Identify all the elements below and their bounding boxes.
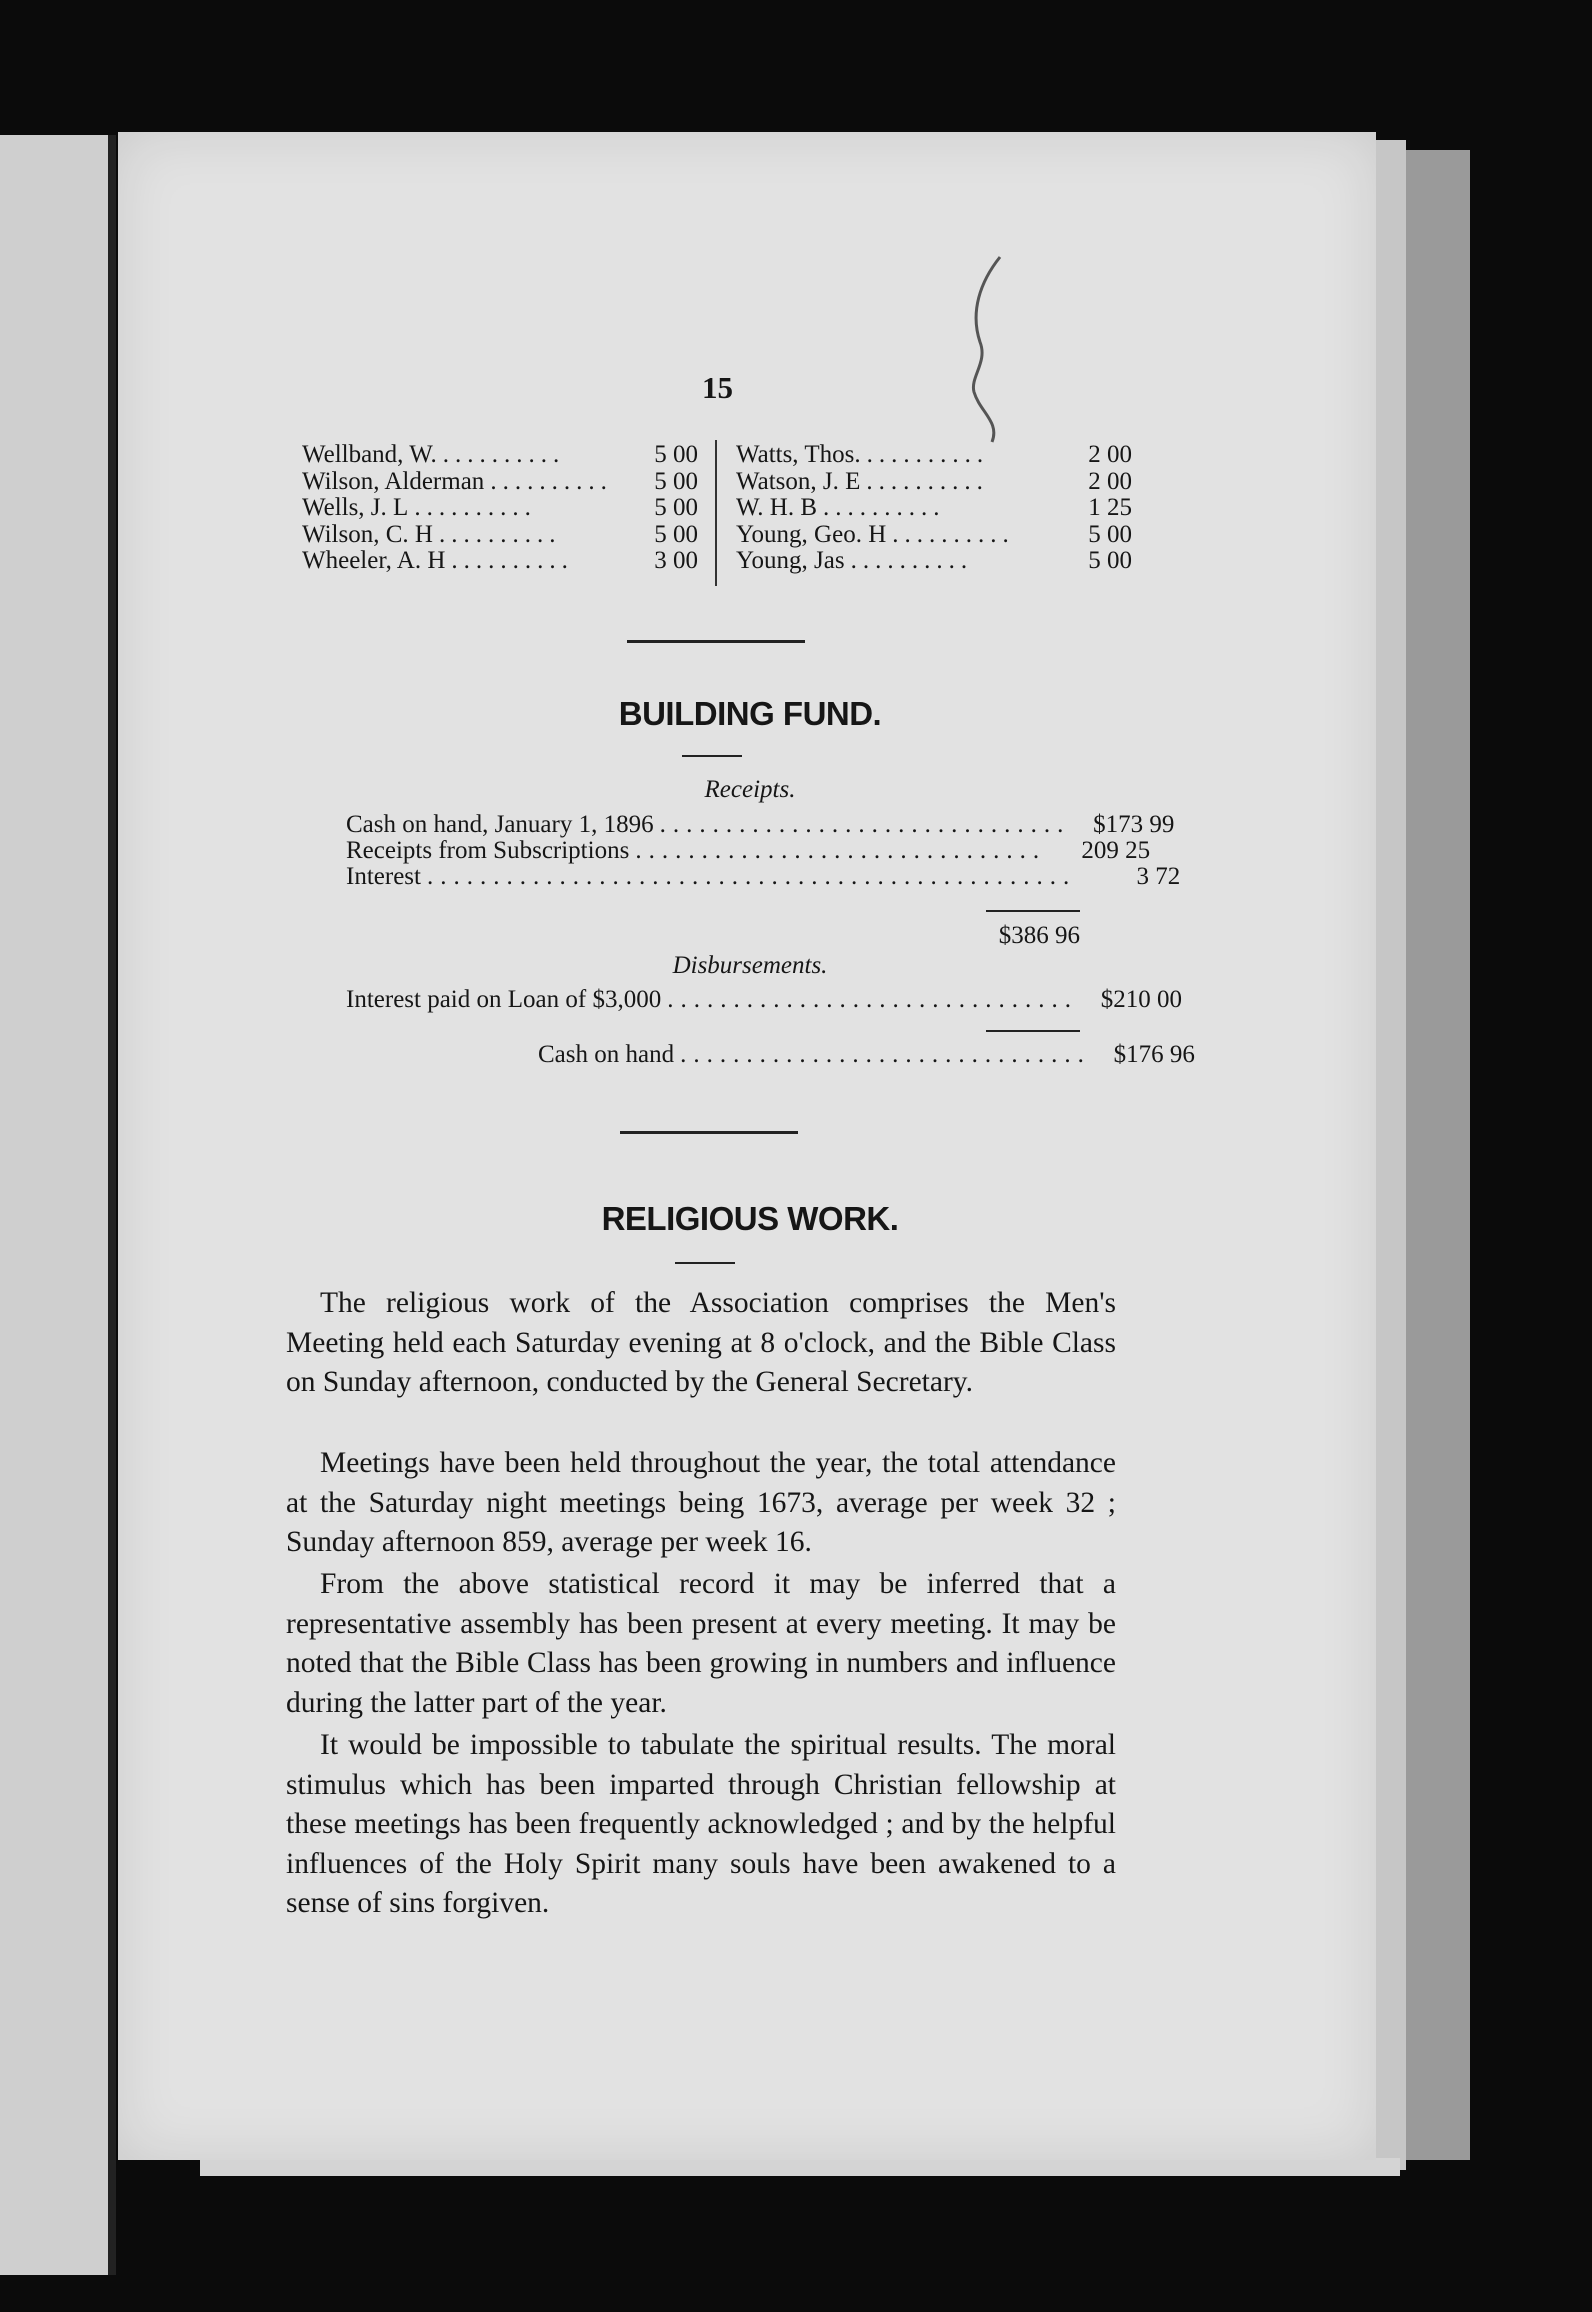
donor-list-left [302, 442, 698, 575]
donor-row: Wilson, C. H .......... 5 00 [302, 520, 698, 548]
donor-name: Young, Geo. H [736, 520, 887, 548]
ledger-amount: $176 96 [1113, 1041, 1195, 1068]
paragraph: It would be impossible to tabulate the spiritual results. The moral stimulus which has been imparted through Christian fellowship at these meetings has been frequently acknowledged ; and by the helpful influences of the Holy Spirit many souls have been awakened to a sense of sins forgiven. [286, 1729, 1116, 1919]
donor-name: Wellband, W. [302, 441, 437, 468]
disbursements-subheading: Disbursements. [672, 952, 828, 979]
donor-amount: 5 00 [654, 520, 698, 548]
total-rule [986, 1030, 1080, 1032]
donor-amount: 2 00 [1088, 441, 1132, 468]
donor-row: Young, Geo. H .......... 5 00 [736, 520, 1132, 548]
adjacent-page-edge [0, 135, 116, 2275]
donor-name: Wilson, C. H [302, 520, 433, 548]
receipts-total: $386 96 [998, 922, 1080, 949]
ledger-row: Receipts from Subscriptions ............................... 209 25 [346, 837, 1151, 864]
donor-name: Wells, J. L [302, 494, 409, 521]
ledger-amount: 3 72 [1136, 863, 1181, 890]
donor-row: Wheeler, A. H .......... 3 00 [302, 547, 698, 574]
donor-row: Watts, Thos. .......... 2 00 [736, 441, 1132, 468]
donor-amount: 5 00 [1088, 520, 1132, 548]
ledger-label: Interest [346, 863, 421, 890]
paragraph: Meetings have been held throughout the year, the total attendance at the Saturday night meetings being 1673, average per week 32 ; Sunday afternoon 859, average per week 16. [286, 1447, 1116, 1558]
cash-on-hand-row [538, 1041, 1195, 1068]
section-rule [620, 1131, 798, 1134]
donor-amount: 3 00 [654, 547, 698, 574]
heading-underline [675, 1262, 735, 1264]
receipts-ledger [346, 811, 1181, 890]
donor-name: Wheeler, A. H [302, 547, 446, 574]
donor-amount: 5 00 [1088, 547, 1132, 574]
donor-list-right [736, 442, 1132, 575]
ledger-amount: 209 25 [1081, 837, 1151, 864]
binding-shadow [108, 135, 116, 2275]
ledger-row: Cash on hand, January 1, 1896 ............................... $173 99 [346, 811, 1175, 838]
donor-row: Wellband, W. .......... 5 00 [302, 441, 698, 468]
paragraph: The religious work of the Association comprises the Men's Meeting held each Saturday evening at 8 o'clock, and the Bible Class on Sunday afternoon, conducted by the General Secretary. [286, 1287, 1116, 1398]
section-rule [627, 640, 805, 643]
ledger-amount: $173 99 [1093, 811, 1175, 838]
page-stack-edge [1376, 140, 1406, 2170]
ledger-amount: $210 00 [1100, 986, 1182, 1013]
ledger-label: Cash on hand, January 1, 1896 [346, 811, 654, 838]
donor-row: Watson, J. E .......... 2 00 [736, 467, 1132, 495]
ledger-label: Interest paid on Loan of $3,000 [346, 986, 662, 1013]
ledger-label: Receipts from Subscriptions [346, 837, 630, 864]
page-bottom-edge [200, 2158, 1400, 2176]
page-number: 15 [702, 370, 733, 405]
ledger-row: Interest ................................................. 3 72 [346, 863, 1181, 890]
donor-row: Wilson, Alderman .......... 5 00 [302, 467, 698, 495]
pencil-bracket-mark [960, 252, 1020, 452]
ledger-row: Cash on hand ............................... $176 96 [538, 1041, 1195, 1068]
ledger-label: Cash on hand [538, 1041, 675, 1068]
heading-underline [682, 755, 742, 757]
donor-name: W. H. B [736, 494, 818, 521]
total-rule [986, 910, 1080, 912]
ledger-row: Interest paid on Loan of $3,000 ............................... $210 00 [346, 986, 1182, 1013]
donor-row: Young, Jas .......... 5 00 [736, 547, 1132, 574]
donor-name: Young, Jas [736, 547, 845, 574]
donor-amount: 5 00 [654, 441, 698, 468]
page-stack-shadow [1406, 150, 1470, 2160]
building-fund-heading: BUILDING FUND. [618, 695, 882, 732]
donor-name: Wilson, Alderman [302, 467, 485, 495]
donor-row: Wells, J. L .......... 5 00 [302, 494, 698, 521]
receipts-subheading: Receipts. [704, 776, 796, 803]
donor-name: Watson, J. E [736, 467, 861, 495]
column-divider [715, 440, 717, 586]
donor-amount: 5 00 [654, 494, 698, 521]
paragraph: From the above statistical record it may be inferred that a representative assembly has been present at every meeting. It may be noted that the Bible Class has been growing in numbers and influence during the latter part of the year. [286, 1568, 1116, 1719]
donor-name: Watts, Thos. [736, 441, 861, 468]
donor-amount: 5 00 [654, 467, 698, 495]
donor-amount: 1 25 [1088, 494, 1132, 521]
disbursements-ledger [346, 986, 1182, 1013]
religious-work-heading: RELIGIOUS WORK. [601, 1200, 899, 1237]
donor-row: W. H. B .......... 1 25 [736, 494, 1132, 521]
donor-amount: 2 00 [1088, 467, 1132, 495]
